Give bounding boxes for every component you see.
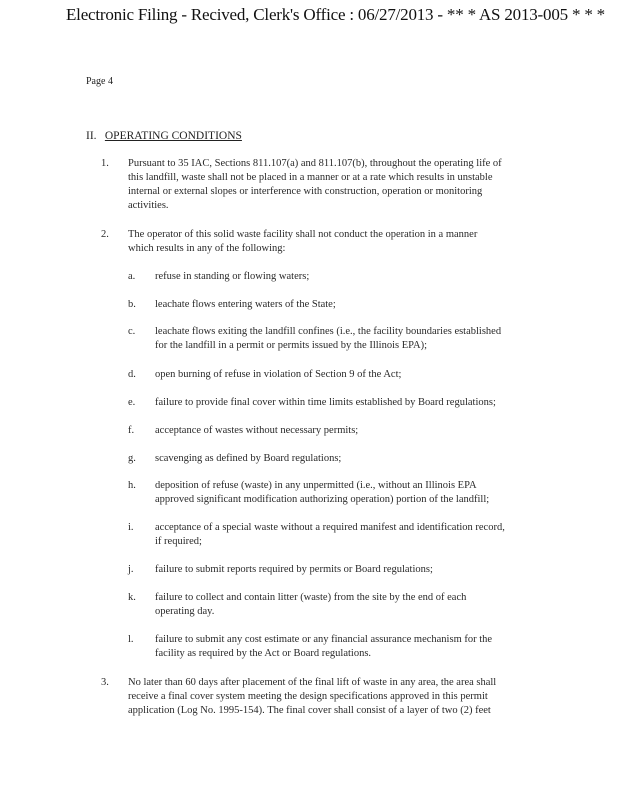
subitem-line: operating day. [155,606,215,617]
subitem-letter: h. [128,480,136,491]
section-title: OPERATING CONDITIONS [104,130,242,142]
subitem-letter: c. [128,326,136,337]
item-line: this landfill, waste shall not be placed in a manner or at a rate which results in unstable [128,172,493,183]
section-number: II. [86,130,97,142]
subitem-line: acceptance of a special waste without a required manifest and identification record, [155,522,505,533]
subitem-line: scavenging as defined by Board regulations; [155,453,342,464]
subitem-line: leachate flows entering waters of the State; [155,299,336,310]
item-number: 1. [101,158,109,169]
subitem-line: leachate flows exiting the landfill confines (i.e., the facility boundaries established [155,326,502,337]
item-line: activities. [128,200,169,211]
subitem-line: for the landfill in a permit or permits issued by the Illinois EPA); [155,340,427,351]
item-line: application (Log No. 1995-154). The final cover shall consist of a layer of two (2) feet [128,705,491,716]
item-line: The operator of this solid waste facility shall not conduct the operation in a manner [128,229,478,240]
subitem-letter: e. [128,397,136,408]
subitem-letter: a. [128,271,136,282]
subitem-line: failure to collect and contain litter (waste) from the site by the end of each [155,592,467,603]
subitem-line: facility as required by the Act or Board regulations. [155,648,372,659]
subitem-line: open burning of refuse in violation of Section 9 of the Act; [155,369,402,380]
subitem-letter: d. [128,369,136,380]
subitem-line: approved significant modification authorizing operation) portion of the landfill; [155,494,490,505]
subitem-letter: k. [128,592,136,603]
subitem-line: failure to provide final cover within time limits established by Board regulations; [155,397,496,408]
item-line: No later than 60 days after placement of the final lift of waste in any area, the area shall [128,677,497,688]
item-line: receive a final cover system meeting the design specifications approved in this permit [128,691,488,702]
section-heading [86,130,242,142]
item-line: internal or external slopes or interference with construction, operation or monitoring [128,186,483,197]
subitem-line: if required; [155,536,202,547]
electronic-filing-header: Electronic Filing - Recived, Clerk's Office : 06/27/2013 - ** * AS 2013-005 * * * [66,5,605,24]
item-line: which results in any of the following: [128,243,286,254]
item-line: Pursuant to 35 IAC, Sections 811.107(a) and 811.107(b), throughout the operating life of [128,158,502,169]
subitem-line: failure to submit reports required by permits or Board regulations; [155,564,433,575]
subitem-line: failure to submit any cost estimate or any financial assurance mechanism for the [155,634,493,645]
page-number: Page 4 [86,76,113,87]
subitem-line: deposition of refuse (waste) in any unpermitted (i.e., without an Illinois EPA [155,480,477,491]
subitem-letter: b. [128,299,136,310]
subitem-line: refuse in standing or flowing waters; [155,271,310,282]
subitem-letter: i. [128,522,134,533]
subitem-letter: l. [128,634,134,645]
subitem-letter: j. [128,564,134,575]
subitem-letter: g. [128,453,136,464]
item-number: 2. [101,229,109,240]
subitem-line: acceptance of wastes without necessary permits; [155,425,359,436]
subitem-letter: f. [128,425,135,436]
item-number: 3. [101,677,109,688]
